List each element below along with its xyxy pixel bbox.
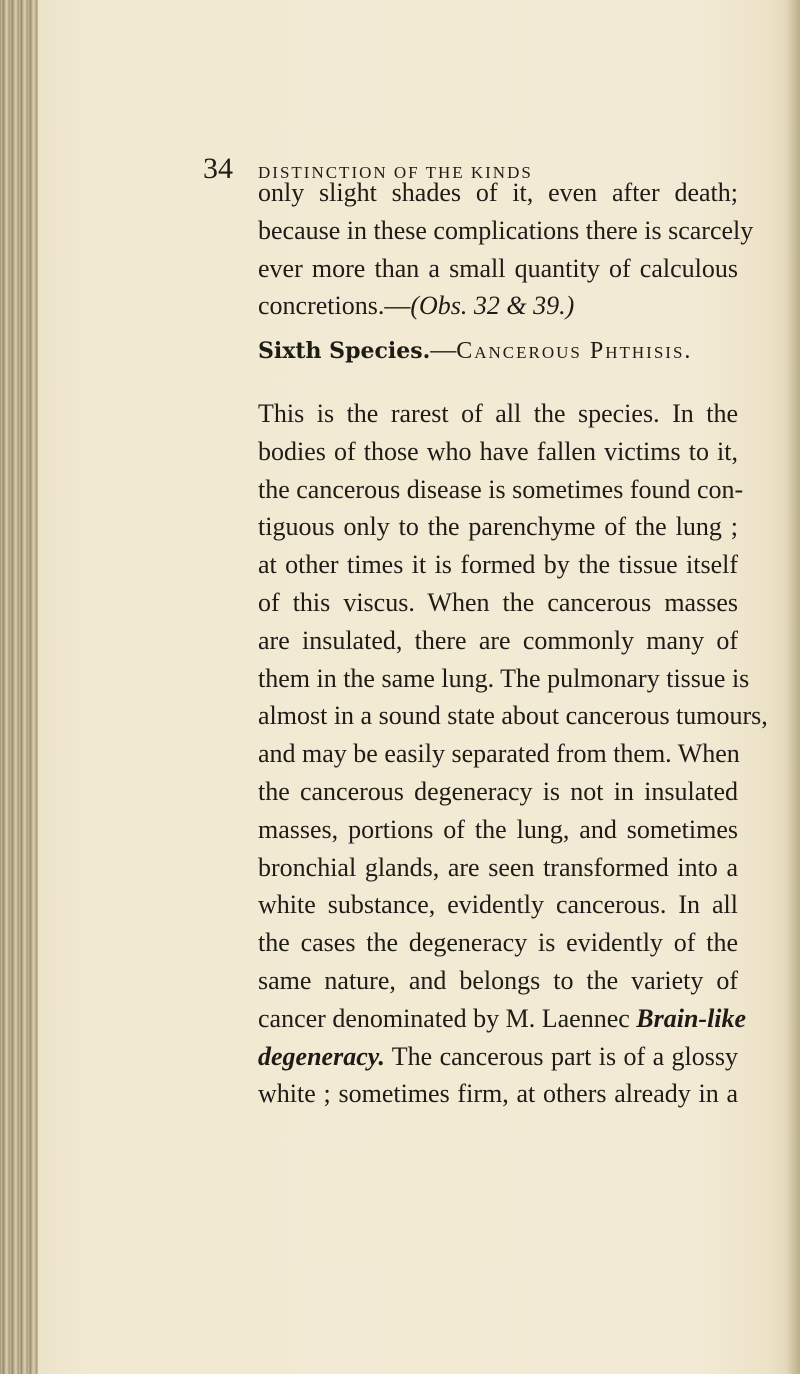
text-line: are insulated, there are commonly many of <box>258 625 738 655</box>
text-line: masses, portions of the lung, and sometimes <box>258 814 738 844</box>
section-title: Cancerous Phthisis. <box>456 338 693 364</box>
species-label: Sixth Species. <box>258 338 431 364</box>
text-line: only slight shades of it, even after death; <box>258 178 738 207</box>
text-fragment: The cancerous part is of a glossy <box>384 1041 738 1071</box>
emphasized-term: degeneracy. <box>258 1041 385 1071</box>
text-line <box>258 1038 738 1076</box>
text-line: This is the rarest of all the species. In the <box>258 399 738 428</box>
text-line: bronchial glands, are seen transformed into a <box>258 852 738 882</box>
text-line: them in the same lung. The pulmonary tissue is <box>258 663 750 693</box>
text-line: white substance, evidently cancerous. In all <box>258 890 738 920</box>
observation-reference: (Obs. 32 & 39.) <box>410 291 575 321</box>
text-line: bodies of those who have fallen victims to it, <box>258 436 738 466</box>
heading-dash: — <box>430 335 457 364</box>
text-line: the cancerous degeneracy is not in insulated <box>258 776 738 806</box>
running-head: DISTINCTION OF THE KINDS <box>258 163 533 182</box>
paragraph-main <box>258 395 768 1113</box>
text-line <box>258 287 738 325</box>
text-line: white ; sometimes firm, at others already in a <box>258 1079 738 1109</box>
text-line: almost in a sound state about cancerous tumours, <box>258 701 768 731</box>
text-line: same nature, and belongs to the variety of <box>258 965 738 995</box>
text-fragment: cancer denominated by M. Laennec <box>258 1003 637 1033</box>
text-line: because in these complications there is scarcely <box>258 215 754 245</box>
text-line: ever more than a small quantity of calculous <box>258 253 738 283</box>
paragraph-continued <box>258 174 754 325</box>
text-line: of this viscus. When the cancerous masses <box>258 587 738 617</box>
text-line: the cancerous disease is sometimes found con- <box>258 474 744 504</box>
text-line: the cases the degeneracy is evidently of the <box>258 928 738 958</box>
text-line: at other times it is formed by the tissue itself <box>258 550 738 580</box>
book-spine-binding <box>0 0 38 1374</box>
text-line <box>258 1000 747 1038</box>
emphasized-term: Brain-like <box>636 1003 747 1033</box>
section-heading <box>258 333 738 368</box>
text-fragment: concretions.— <box>258 291 411 321</box>
text-line: tiguous only to the parenchyme of the lung ; <box>258 512 738 542</box>
page-number: 34 <box>203 152 233 185</box>
text-line: and may be easily separated from them. When <box>258 739 740 769</box>
page-edge-shadow <box>786 0 800 1374</box>
